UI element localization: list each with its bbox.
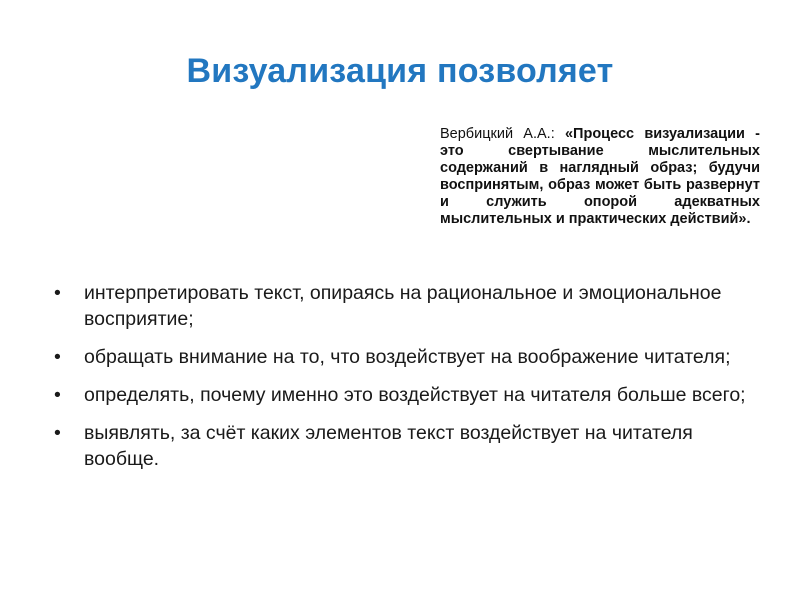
bullet-item bbox=[52, 420, 762, 472]
bullet-dot-icon: • bbox=[54, 422, 61, 444]
slide-title: Визуализация позволяет bbox=[186, 52, 614, 90]
bullet-list bbox=[52, 280, 762, 484]
quote-block bbox=[440, 126, 760, 228]
quote-author: Вербицкий А.А.: bbox=[440, 126, 565, 142]
bullet-item bbox=[52, 344, 762, 370]
bullet-text: интерпретировать текст, опираясь на рациональное и эмоциональное восприятие; bbox=[84, 282, 722, 330]
bullet-item bbox=[52, 382, 762, 408]
bullet-item bbox=[52, 280, 762, 332]
quote-text: «Процесс визуализации - это свертывание мыслительных содержаний в наглядный образ; будучи воспринятым, образ может быть развернут и служить опорой адекватных мыслительных и практических действий». bbox=[440, 126, 760, 227]
bullet-dot-icon: • bbox=[54, 346, 61, 368]
bullet-text: определять, почему именно это воздействует на читателя больше всего; bbox=[84, 384, 746, 406]
bullet-dot-icon: • bbox=[54, 282, 61, 304]
bullet-dot-icon: • bbox=[54, 384, 61, 406]
bullet-text: обращать внимание на то, что воздействует на воображение читателя; bbox=[84, 346, 731, 368]
bullet-text: выявлять, за счёт каких элементов текст воздействует на читателя вообще. bbox=[84, 422, 693, 470]
